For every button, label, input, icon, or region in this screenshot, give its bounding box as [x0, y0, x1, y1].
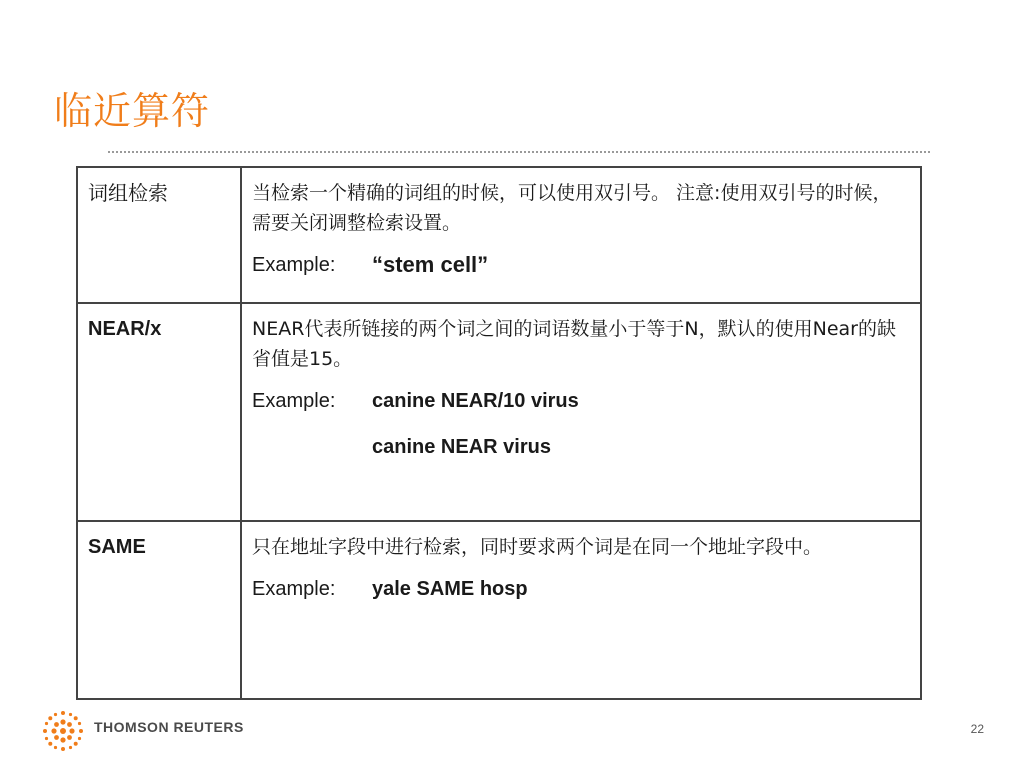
term-cell: NEAR/x: [77, 303, 241, 521]
table-row: [77, 303, 921, 521]
description-text: NEAR代表所链接的两个词之间的词语数量小于等于N，默认的使用Near的缺省值是15。: [252, 318, 896, 370]
term-cell: SAME: [77, 521, 241, 699]
slide-title: 临近算符: [54, 89, 211, 133]
example-value: yale SAME hosp: [372, 578, 528, 600]
example-label: Example:: [252, 390, 336, 412]
slide-footer: [40, 708, 984, 748]
description-text: 当检索一个精确的词组的时候，可以使用双引号。 注意:使用双引号的时候，需要关闭调整检索设置。: [252, 182, 892, 234]
description-cell: [241, 303, 921, 521]
title-divider: [108, 151, 930, 153]
operator-table: [76, 166, 922, 700]
example-label: Example:: [252, 578, 336, 600]
term-cell: 词组检索: [77, 167, 241, 303]
table-row: [77, 521, 921, 699]
example-line: [252, 250, 910, 280]
brand-name: THOMSON REUTERS: [94, 719, 244, 735]
description-cell: [241, 521, 921, 699]
example-label: Example:: [252, 254, 336, 276]
description-text: 只在地址字段中进行检索，同时要求两个词是在同一个地址字段中。: [252, 536, 823, 558]
example-line: [252, 386, 910, 416]
table-row: [77, 167, 921, 303]
page-number: 22: [970, 722, 984, 736]
example-line: [252, 574, 910, 604]
example-value: “stem cell”: [372, 252, 489, 277]
example-value: canine NEAR/10 virus: [372, 390, 579, 412]
example-value-secondary: canine NEAR virus: [372, 436, 551, 458]
thomson-reuters-logo-icon: [40, 708, 86, 759]
description-cell: [241, 167, 921, 303]
